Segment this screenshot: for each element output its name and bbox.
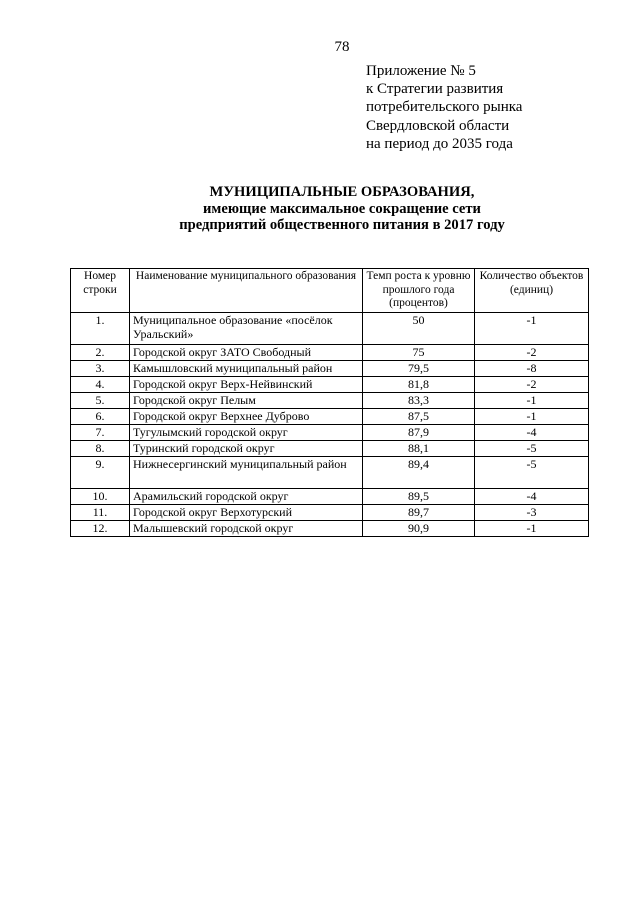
cell-name: Туринский городской округ [130, 440, 363, 456]
cell-name: Муниципальное образование «посёлок Уральский» [130, 312, 363, 344]
cell-name: Нижнесергинский муниципальный район [130, 456, 363, 488]
cell-name: Городской округ ЗАТО Свободный [130, 344, 363, 360]
cell-count: -1 [475, 520, 589, 536]
appendix-line: к Стратегии развития [366, 81, 504, 98]
cell-growth: 89,4 [363, 456, 475, 488]
cell-count: -5 [475, 456, 589, 488]
cell-growth: 79,5 [363, 360, 475, 376]
cell-name: Городской округ Верхотурский [130, 504, 363, 520]
appendix-note [366, 62, 522, 153]
table-row [71, 456, 589, 488]
cell-number: 4. [71, 376, 130, 392]
cell-count: -2 [475, 376, 589, 392]
appendix-line: на период до 2035 года [366, 135, 513, 152]
cell-growth: 81,8 [363, 376, 475, 392]
cell-name: Городской округ Верх-Нейвинский [130, 376, 363, 392]
header-count: Количество объектов (единиц) [475, 269, 589, 313]
municipalities-table [70, 268, 589, 537]
cell-growth: 83,3 [363, 392, 475, 408]
cell-growth: 50 [363, 312, 475, 344]
header-growth: Темп роста к уровню прошлого года (процентов) [363, 269, 475, 313]
cell-number: 1. [71, 312, 130, 344]
appendix-line: Приложение № 5 [366, 63, 476, 79]
title-line-1: МУНИЦИПАЛЬНЫЕ ОБРАЗОВАНИЯ, [209, 184, 475, 200]
table-row [71, 408, 589, 424]
cell-count: -4 [475, 488, 589, 504]
table-row [71, 312, 589, 344]
cell-count: -5 [475, 440, 589, 456]
cell-number: 2. [71, 344, 130, 360]
table-row [71, 520, 589, 536]
table-row [71, 360, 589, 376]
appendix-line: потребительского рынка [366, 99, 523, 116]
cell-number: 6. [71, 408, 130, 424]
cell-number: 11. [71, 504, 130, 520]
table-header-row [71, 269, 589, 313]
cell-count: -2 [475, 344, 589, 360]
cell-growth: 87,5 [363, 408, 475, 424]
cell-growth: 90,9 [363, 520, 475, 536]
table-row [71, 376, 589, 392]
cell-name: Городской округ Пелым [130, 392, 363, 408]
cell-number: 12. [71, 520, 130, 536]
table-row [71, 488, 589, 504]
header-name: Наименование муниципального образования [130, 269, 363, 313]
cell-number: 7. [71, 424, 130, 440]
cell-growth: 88,1 [363, 440, 475, 456]
cell-count: -1 [475, 312, 589, 344]
cell-number: 10. [71, 488, 130, 504]
cell-count: -4 [475, 424, 589, 440]
table-row [71, 344, 589, 360]
cell-growth: 89,7 [363, 504, 475, 520]
cell-number: 8. [71, 440, 130, 456]
appendix-line: Свердловской области [366, 117, 510, 134]
cell-count: -1 [475, 408, 589, 424]
cell-number: 5. [71, 392, 130, 408]
cell-growth: 87,9 [363, 424, 475, 440]
cell-growth: 75 [363, 344, 475, 360]
cell-number: 9. [71, 456, 130, 488]
table-row [71, 424, 589, 440]
title-line-2: имеющие максимальное сокращение сети [203, 200, 481, 217]
cell-count: -1 [475, 392, 589, 408]
page-number: 78 [334, 39, 350, 55]
table-row [71, 440, 589, 456]
header-number: Номер строки [71, 269, 130, 313]
cell-number: 3. [71, 360, 130, 376]
cell-growth: 89,5 [363, 488, 475, 504]
cell-name: Арамильский городской округ [130, 488, 363, 504]
document-title [0, 184, 640, 234]
cell-name: Малышевский городской округ [130, 520, 363, 536]
cell-name: Камышловский муниципальный район [130, 360, 363, 376]
cell-count: -8 [475, 360, 589, 376]
table-row [71, 504, 589, 520]
cell-name: Городской округ Верхнее Дуброво [130, 408, 363, 424]
title-line-3: предприятий общественного питания в 2017 году [179, 217, 505, 234]
cell-count: -3 [475, 504, 589, 520]
cell-name: Тугулымский городской округ [130, 424, 363, 440]
table-row [71, 392, 589, 408]
